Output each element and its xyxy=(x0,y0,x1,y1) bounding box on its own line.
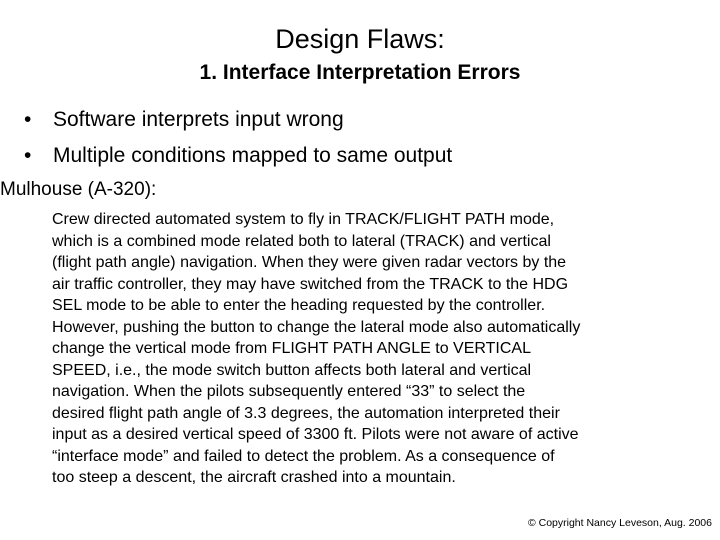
bullet-item xyxy=(24,142,452,170)
case-line: change the vertical mode from FLIGHT PATH ANGLE to VERTICAL xyxy=(52,340,531,357)
bullet-list xyxy=(24,106,452,178)
case-line: too steep a descent, the aircraft crashed into a mountain. xyxy=(52,469,456,486)
bullet-item xyxy=(24,106,452,134)
slide-subtitle: 1. Interface Interpretation Errors xyxy=(199,61,521,84)
case-line: input as a desired vertical speed of 3300 ft. Pilots were not aware of active xyxy=(52,426,579,443)
bullet-marker: • xyxy=(24,144,32,167)
case-line: desired flight path angle of 3.3 degrees, the automation interpreted their xyxy=(52,404,560,422)
case-line: which is a combined mode related both to lateral (TRACK) and vertical xyxy=(52,232,551,250)
case-line: However, pushing the button to change the lateral mode also automatically xyxy=(52,318,581,336)
case-description xyxy=(52,209,716,489)
bullet-marker: • xyxy=(24,108,32,131)
bullet-text: Multiple conditions mapped to same output xyxy=(53,144,453,167)
case-line: “interface mode” and failed to detect the problem. As a consequence of xyxy=(52,447,555,465)
case-label: Mulhouse (A-320): xyxy=(0,179,157,200)
bullet-text: Software interprets input wrong xyxy=(53,108,344,131)
case-line: Crew directed automated system to fly in TRACK/FLIGHT PATH mode, xyxy=(52,211,555,228)
slide-title: Design Flaws: xyxy=(275,24,445,54)
case-line: SEL mode to be able to enter the heading requested by the controller. xyxy=(52,297,546,314)
case-line: (flight path angle) navigation. When they were given radar vectors by the xyxy=(52,254,567,271)
case-line: navigation. When the pilots subsequently entered “33” to select the xyxy=(52,383,526,400)
copyright-footer: © Copyright Nancy Leveson, Aug. 2006 xyxy=(527,517,712,529)
case-line: air traffic controller, they may have switched from the TRACK to the HDG xyxy=(52,275,569,293)
case-line: SPEED, i.e., the mode switch button affects both lateral and vertical xyxy=(52,361,532,379)
